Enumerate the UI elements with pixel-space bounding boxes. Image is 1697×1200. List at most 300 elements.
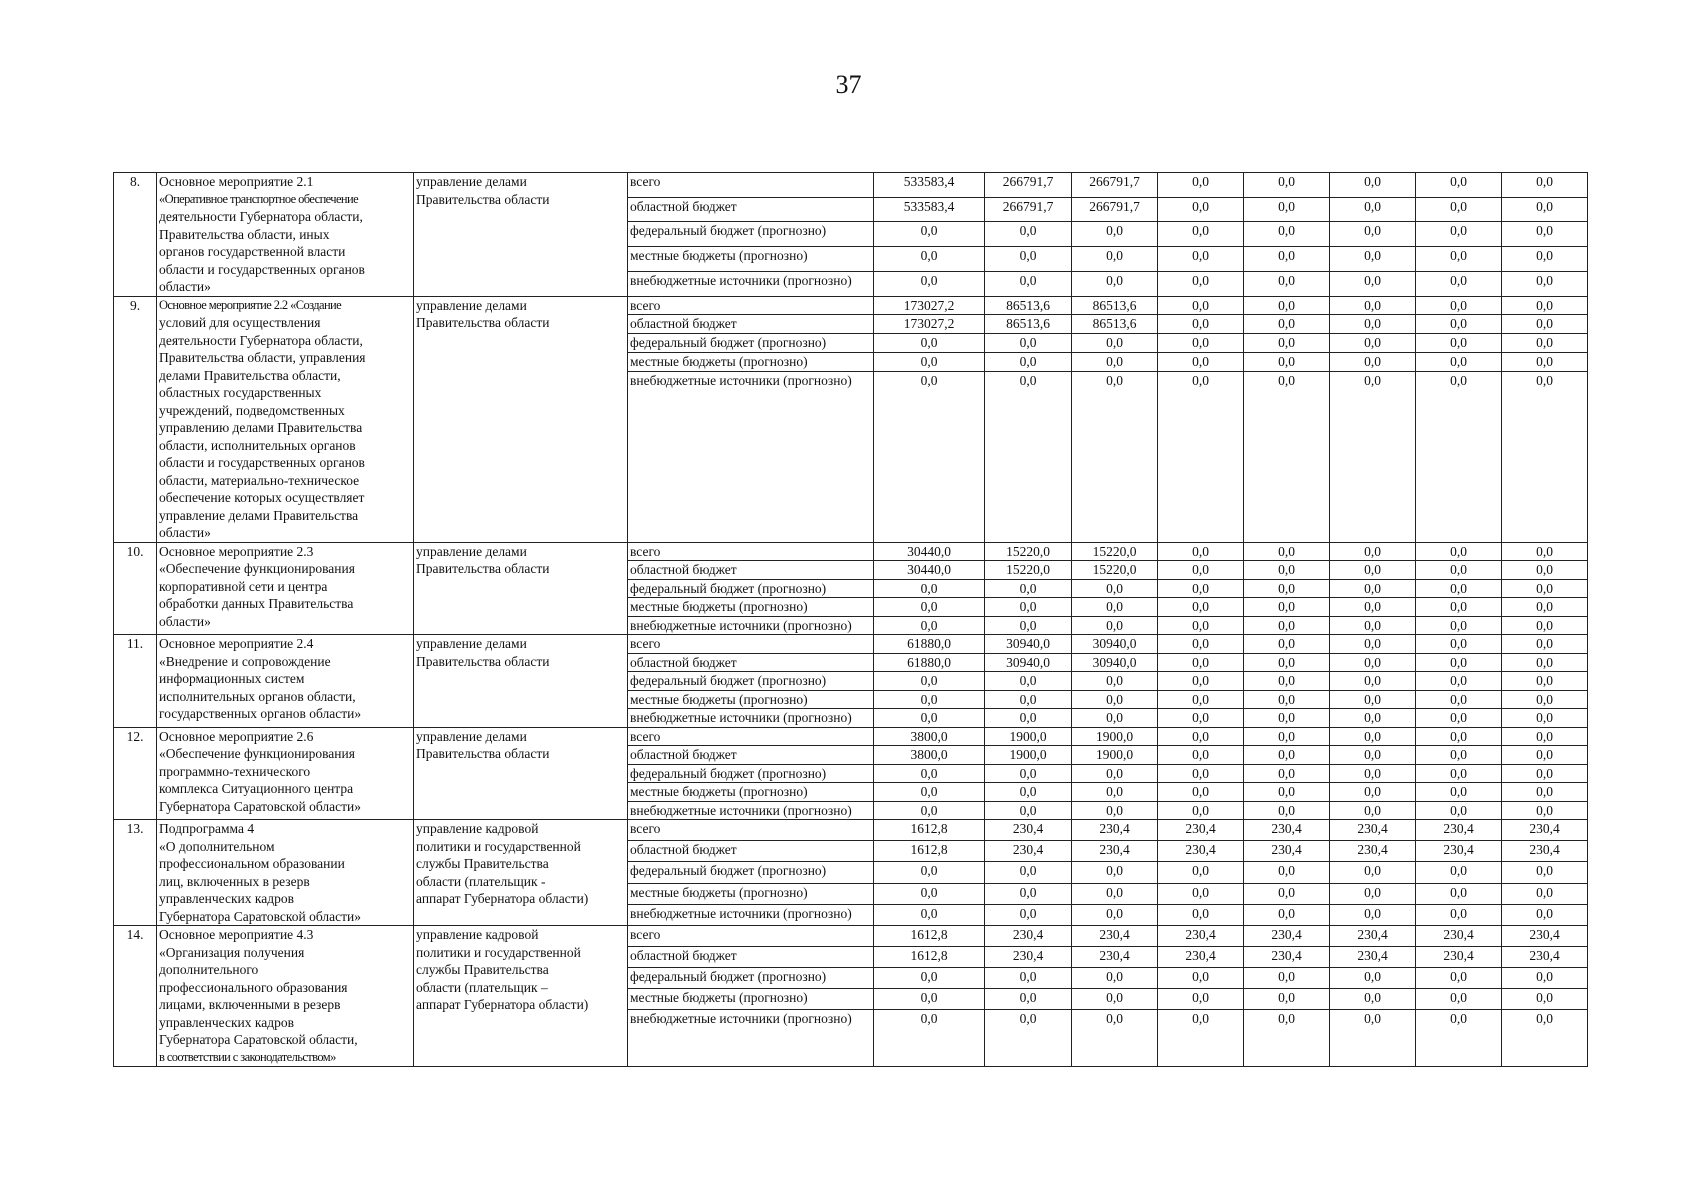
event-line: Правительства области, иных — [159, 226, 330, 242]
amount-cell: 0,0 — [1158, 1010, 1244, 1067]
amount-cell: 266791,7 — [985, 197, 1072, 222]
amount-cell: 61880,0 — [874, 653, 985, 672]
amount-cell: 0,0 — [874, 371, 985, 542]
funding-source: местные бюджеты (прогнозно) — [628, 598, 874, 617]
amount-cell: 0,0 — [1072, 271, 1158, 296]
amount-cell: 0,0 — [1158, 801, 1244, 820]
amount-cell: 0,0 — [1244, 271, 1330, 296]
row-number: 11. — [114, 635, 157, 728]
amount-cell: 0,0 — [985, 616, 1072, 635]
event-line: корпоративной сети и центра — [159, 578, 328, 594]
amount-cell: 0,0 — [1072, 764, 1158, 783]
amount-cell: 0,0 — [1502, 653, 1588, 672]
executor-line: Правительства области — [416, 561, 550, 576]
amount-cell: 230,4 — [1330, 947, 1416, 968]
amount-cell: 0,0 — [1158, 672, 1244, 691]
amount-cell: 0,0 — [1330, 672, 1416, 691]
executor-line: области (плательщик – — [416, 979, 548, 995]
amount-cell: 0,0 — [1330, 247, 1416, 272]
event-line: деятельности Губернатора области, — [159, 332, 363, 348]
event-line: области и государственных органов — [159, 261, 365, 277]
amount-cell: 0,0 — [1330, 709, 1416, 728]
amount-cell: 0,0 — [1158, 690, 1244, 709]
amount-cell: 0,0 — [874, 579, 985, 598]
amount-cell: 173027,2 — [874, 315, 985, 334]
event-line: Правительства области, управления — [159, 350, 366, 365]
executor-line: политики и государственной — [416, 838, 581, 854]
amount-cell: 0,0 — [1072, 247, 1158, 272]
amount-cell: 0,0 — [1244, 315, 1330, 334]
amount-cell: 0,0 — [1416, 315, 1502, 334]
amount-cell: 0,0 — [1244, 904, 1330, 925]
event-line: Основное мероприятие 2.6 — [159, 728, 314, 744]
amount-cell: 0,0 — [1244, 173, 1330, 198]
amount-cell: 86513,6 — [985, 315, 1072, 334]
amount-cell: 0,0 — [985, 968, 1072, 989]
amount-cell: 0,0 — [1158, 883, 1244, 904]
amount-cell: 0,0 — [985, 352, 1072, 371]
amount-cell: 0,0 — [1072, 672, 1158, 691]
amount-cell: 0,0 — [1330, 727, 1416, 746]
funding-source: областной бюджет — [628, 653, 874, 672]
table-row — [114, 296, 1588, 315]
amount-cell: 0,0 — [1502, 561, 1588, 580]
executor-line: Правительства области — [416, 315, 550, 330]
amount-cell: 0,0 — [1072, 690, 1158, 709]
event-line: условий для осуществления — [159, 315, 321, 330]
row-number: 8. — [114, 173, 157, 297]
amount-cell: 230,4 — [1502, 926, 1588, 947]
amount-cell: 0,0 — [985, 783, 1072, 802]
amount-cell: 0,0 — [1244, 222, 1330, 247]
amount-cell: 30940,0 — [985, 635, 1072, 654]
amount-cell: 0,0 — [985, 222, 1072, 247]
funding-source: федеральный бюджет (прогнозно) — [628, 764, 874, 783]
amount-cell: 266791,7 — [985, 173, 1072, 198]
funding-source: областной бюджет — [628, 841, 874, 862]
funding-source: всего — [628, 820, 874, 841]
amount-cell: 0,0 — [1330, 173, 1416, 198]
funding-source: внебюджетные источники (прогнозно) — [628, 271, 874, 296]
amount-cell: 0,0 — [1244, 989, 1330, 1010]
amount-cell: 0,0 — [1158, 635, 1244, 654]
amount-cell: 0,0 — [1244, 801, 1330, 820]
funding-source: внебюджетные источники (прогнозно) — [628, 904, 874, 925]
amount-cell: 0,0 — [1330, 315, 1416, 334]
amount-cell: 230,4 — [1416, 947, 1502, 968]
event-line: Губернатора Саратовской области» — [159, 798, 361, 814]
amount-cell: 0,0 — [1330, 783, 1416, 802]
amount-cell: 0,0 — [1416, 764, 1502, 783]
amount-cell: 0,0 — [874, 862, 985, 883]
amount-cell: 30440,0 — [874, 561, 985, 580]
amount-cell: 0,0 — [1244, 1010, 1330, 1067]
funding-source: областной бюджет — [628, 315, 874, 334]
amount-cell: 0,0 — [1072, 598, 1158, 617]
amount-cell: 0,0 — [1244, 968, 1330, 989]
amount-cell: 0,0 — [1244, 783, 1330, 802]
amount-cell: 0,0 — [1072, 1010, 1158, 1067]
executor — [414, 926, 628, 1067]
funding-source: всего — [628, 296, 874, 315]
executor-line: управление делами — [416, 297, 527, 313]
amount-cell: 0,0 — [1416, 746, 1502, 765]
event-name — [157, 296, 414, 542]
amount-cell: 266791,7 — [1072, 173, 1158, 198]
event-line: профессионального образования — [159, 979, 348, 995]
funding-source: федеральный бюджет (прогнозно) — [628, 862, 874, 883]
amount-cell: 0,0 — [985, 883, 1072, 904]
amount-cell: 0,0 — [985, 271, 1072, 296]
amount-cell: 0,0 — [1244, 862, 1330, 883]
amount-cell: 230,4 — [1158, 926, 1244, 947]
amount-cell: 0,0 — [1158, 616, 1244, 635]
amount-cell: 0,0 — [1416, 247, 1502, 272]
amount-cell: 0,0 — [1502, 1010, 1588, 1067]
amount-cell: 0,0 — [1502, 315, 1588, 334]
amount-cell: 30940,0 — [1072, 653, 1158, 672]
funding-source: федеральный бюджет (прогнозно) — [628, 968, 874, 989]
amount-cell: 0,0 — [1502, 296, 1588, 315]
amount-cell: 266791,7 — [1072, 197, 1158, 222]
amount-cell: 0,0 — [1502, 801, 1588, 820]
amount-cell: 0,0 — [1330, 616, 1416, 635]
amount-cell: 0,0 — [1330, 579, 1416, 598]
amount-cell: 0,0 — [1502, 173, 1588, 198]
event-line: лиц, включенных в резерв — [159, 873, 310, 889]
amount-cell: 0,0 — [1244, 690, 1330, 709]
executor-line: службы Правительства — [416, 856, 549, 871]
event-line: области, материально-техническое — [159, 472, 360, 488]
amount-cell: 61880,0 — [874, 635, 985, 654]
funding-source: всего — [628, 542, 874, 561]
amount-cell: 0,0 — [874, 764, 985, 783]
event-name — [157, 542, 414, 635]
amount-cell: 230,4 — [1416, 926, 1502, 947]
amount-cell: 0,0 — [1244, 542, 1330, 561]
event-line: деятельности Губернатора области, — [159, 209, 363, 224]
amount-cell: 230,4 — [1244, 947, 1330, 968]
amount-cell: 0,0 — [874, 352, 985, 371]
amount-cell: 0,0 — [985, 989, 1072, 1010]
amount-cell: 0,0 — [1502, 727, 1588, 746]
amount-cell: 0,0 — [1416, 173, 1502, 198]
event-line: Основное мероприятие 2.1 — [159, 174, 314, 189]
amount-cell: 30940,0 — [1072, 635, 1158, 654]
amount-cell: 0,0 — [1502, 271, 1588, 296]
amount-cell: 0,0 — [874, 783, 985, 802]
event-line: области» — [159, 525, 211, 540]
amount-cell: 0,0 — [1416, 968, 1502, 989]
event-name — [157, 635, 414, 728]
amount-cell: 0,0 — [1502, 616, 1588, 635]
table-row — [114, 820, 1588, 841]
event-name — [157, 926, 414, 1067]
amount-cell: 0,0 — [1158, 746, 1244, 765]
event-line: управленческих кадров — [159, 891, 294, 906]
amount-cell: 0,0 — [1158, 598, 1244, 617]
amount-cell: 0,0 — [1502, 783, 1588, 802]
amount-cell: 0,0 — [1072, 709, 1158, 728]
amount-cell: 0,0 — [985, 371, 1072, 542]
amount-cell: 173027,2 — [874, 296, 985, 315]
amount-cell: 0,0 — [1416, 352, 1502, 371]
amount-cell: 0,0 — [1416, 690, 1502, 709]
row-number: 14. — [114, 926, 157, 1067]
amount-cell: 0,0 — [1072, 968, 1158, 989]
amount-cell: 230,4 — [1244, 841, 1330, 862]
funding-source: местные бюджеты (прогнозно) — [628, 989, 874, 1010]
event-line: исполнительных органов области, — [159, 688, 356, 704]
amount-cell: 0,0 — [1330, 989, 1416, 1010]
amount-cell: 0,0 — [1416, 672, 1502, 691]
amount-cell: 230,4 — [1072, 926, 1158, 947]
amount-cell: 0,0 — [1330, 1010, 1416, 1067]
amount-cell: 230,4 — [985, 947, 1072, 968]
event-line: управленческих кадров — [159, 1014, 294, 1030]
amount-cell: 1900,0 — [1072, 727, 1158, 746]
event-name — [157, 820, 414, 926]
event-line: Основное мероприятие 4.3 — [159, 927, 314, 942]
event-line: Губернатора Саратовской области, — [159, 1032, 358, 1047]
amount-cell: 0,0 — [1416, 989, 1502, 1010]
event-name — [157, 173, 414, 297]
amount-cell: 0,0 — [985, 334, 1072, 353]
event-name — [157, 727, 414, 820]
amount-cell: 0,0 — [1072, 801, 1158, 820]
amount-cell: 0,0 — [1072, 371, 1158, 542]
amount-cell: 0,0 — [1502, 883, 1588, 904]
amount-cell: 0,0 — [1072, 883, 1158, 904]
event-line: области» — [159, 279, 211, 294]
amount-cell: 0,0 — [1158, 709, 1244, 728]
amount-cell: 1612,8 — [874, 926, 985, 947]
funding-source: областной бюджет — [628, 746, 874, 765]
event-line: Основное мероприятие 2.3 — [159, 543, 314, 559]
event-line: обработки данных Правительства — [159, 596, 354, 611]
funding-source: федеральный бюджет (прогнозно) — [628, 222, 874, 247]
amount-cell: 0,0 — [1416, 579, 1502, 598]
executor-line: Правительства области — [416, 746, 550, 761]
amount-cell: 0,0 — [1502, 746, 1588, 765]
amount-cell: 0,0 — [1072, 904, 1158, 925]
amount-cell: 0,0 — [1244, 579, 1330, 598]
amount-cell: 0,0 — [1244, 334, 1330, 353]
event-line: дополнительного — [159, 962, 259, 977]
amount-cell: 230,4 — [1158, 820, 1244, 841]
amount-cell: 0,0 — [1158, 173, 1244, 198]
amount-cell: 1612,8 — [874, 820, 985, 841]
amount-cell: 0,0 — [1244, 197, 1330, 222]
amount-cell: 0,0 — [1416, 635, 1502, 654]
event-line: Губернатора Саратовской области» — [159, 908, 361, 924]
amount-cell: 0,0 — [1244, 352, 1330, 371]
executor-line: области (плательщик - — [416, 873, 546, 889]
amount-cell: 0,0 — [1330, 271, 1416, 296]
amount-cell: 0,0 — [1072, 989, 1158, 1010]
event-line: информационных систем — [159, 671, 305, 686]
event-line: в соответствии с законодательством» — [159, 1049, 336, 1064]
amount-cell: 533583,4 — [874, 173, 985, 198]
row-number: 9. — [114, 296, 157, 542]
amount-cell: 0,0 — [1416, 653, 1502, 672]
amount-cell: 30440,0 — [874, 542, 985, 561]
funding-source: всего — [628, 727, 874, 746]
executor-line: аппарат Губернатора области) — [416, 891, 589, 906]
amount-cell: 0,0 — [1158, 727, 1244, 746]
amount-cell: 0,0 — [1158, 371, 1244, 542]
amount-cell: 0,0 — [1502, 635, 1588, 654]
amount-cell: 86513,6 — [1072, 315, 1158, 334]
event-line: Подпрограмма 4 — [159, 821, 255, 836]
row-number: 10. — [114, 542, 157, 635]
event-line: учреждений, подведомственных — [159, 402, 345, 418]
amount-cell: 533583,4 — [874, 197, 985, 222]
amount-cell: 0,0 — [1158, 271, 1244, 296]
table-row — [114, 926, 1588, 947]
amount-cell: 0,0 — [1416, 1010, 1502, 1067]
event-line: обеспечение которых осуществляет — [159, 490, 365, 505]
amount-cell: 0,0 — [874, 1010, 985, 1067]
amount-cell: 0,0 — [1416, 904, 1502, 925]
amount-cell: 230,4 — [1244, 820, 1330, 841]
executor-line: аппарат Губернатора области) — [416, 997, 589, 1012]
amount-cell: 0,0 — [1244, 764, 1330, 783]
executor-line: политики и государственной — [416, 944, 581, 960]
amount-cell: 230,4 — [1244, 926, 1330, 947]
funding-source: всего — [628, 635, 874, 654]
event-line: «Обеспечение функционирования — [159, 746, 355, 761]
amount-cell: 230,4 — [1502, 947, 1588, 968]
amount-cell: 0,0 — [1244, 247, 1330, 272]
amount-cell: 0,0 — [1502, 247, 1588, 272]
funding-source: всего — [628, 173, 874, 198]
amount-cell: 0,0 — [1416, 334, 1502, 353]
amount-cell: 0,0 — [1416, 862, 1502, 883]
event-line: областных государственных — [159, 385, 322, 400]
amount-cell: 0,0 — [1244, 616, 1330, 635]
event-line: Основное мероприятие 2.4 — [159, 636, 314, 651]
amount-cell: 0,0 — [985, 862, 1072, 883]
amount-cell: 0,0 — [1330, 371, 1416, 542]
amount-cell: 230,4 — [985, 841, 1072, 862]
event-line: области» — [159, 613, 211, 629]
amount-cell: 0,0 — [1330, 801, 1416, 820]
amount-cell: 230,4 — [1416, 820, 1502, 841]
funding-source: областной бюджет — [628, 561, 874, 580]
page-number: 37 — [835, 70, 862, 99]
amount-cell: 0,0 — [1502, 334, 1588, 353]
amount-cell: 0,0 — [1502, 690, 1588, 709]
funding-source: областной бюджет — [628, 947, 874, 968]
amount-cell: 1612,8 — [874, 841, 985, 862]
amount-cell: 0,0 — [1158, 315, 1244, 334]
amount-cell: 0,0 — [1416, 371, 1502, 542]
amount-cell: 3800,0 — [874, 746, 985, 765]
event-line: «Оперативное транспортное обеспечение — [159, 191, 359, 206]
event-line: управлению делами Правительства — [159, 420, 363, 435]
amount-cell: 0,0 — [1416, 542, 1502, 561]
executor-line: управление кадровой — [416, 927, 539, 942]
amount-cell: 0,0 — [874, 989, 985, 1010]
amount-cell: 0,0 — [1416, 801, 1502, 820]
amount-cell: 0,0 — [874, 247, 985, 272]
executor — [414, 635, 628, 728]
amount-cell: 0,0 — [1502, 672, 1588, 691]
executor-line: Правительства области — [416, 653, 550, 669]
amount-cell: 0,0 — [1158, 352, 1244, 371]
funding-source: федеральный бюджет (прогнозно) — [628, 334, 874, 353]
amount-cell: 86513,6 — [985, 296, 1072, 315]
amount-cell: 230,4 — [1416, 841, 1502, 862]
table-row — [114, 542, 1588, 561]
amount-cell: 0,0 — [1502, 764, 1588, 783]
executor — [414, 542, 628, 635]
amount-cell: 0,0 — [985, 801, 1072, 820]
amount-cell: 1612,8 — [874, 947, 985, 968]
amount-cell: 0,0 — [1330, 296, 1416, 315]
amount-cell: 0,0 — [1158, 968, 1244, 989]
row-number: 12. — [114, 727, 157, 820]
event-line: «Внедрение и сопровождение — [159, 653, 331, 669]
funding-source: местные бюджеты (прогнозно) — [628, 247, 874, 272]
amount-cell: 230,4 — [1158, 841, 1244, 862]
event-line: «Обеспечение функционирования — [159, 561, 355, 576]
amount-cell: 0,0 — [1244, 598, 1330, 617]
funding-source: внебюджетные источники (прогнозно) — [628, 371, 874, 542]
amount-cell: 0,0 — [874, 598, 985, 617]
amount-cell: 0,0 — [1072, 862, 1158, 883]
amount-cell: 0,0 — [1158, 579, 1244, 598]
amount-cell: 0,0 — [985, 764, 1072, 783]
funding-source: местные бюджеты (прогнозно) — [628, 783, 874, 802]
funding-source: внебюджетные источники (прогнозно) — [628, 709, 874, 728]
event-line: государственных органов области» — [159, 706, 362, 721]
amount-cell: 0,0 — [1072, 616, 1158, 635]
row-number: 13. — [114, 820, 157, 926]
amount-cell: 0,0 — [1158, 653, 1244, 672]
amount-cell: 0,0 — [1416, 709, 1502, 728]
amount-cell: 0,0 — [1072, 334, 1158, 353]
event-line: области и государственных органов — [159, 455, 365, 470]
amount-cell: 0,0 — [1244, 672, 1330, 691]
amount-cell: 230,4 — [1072, 820, 1158, 841]
event-line: области, исполнительных органов — [159, 437, 356, 453]
amount-cell: 0,0 — [1158, 764, 1244, 783]
amount-cell: 0,0 — [1244, 561, 1330, 580]
table-row — [114, 173, 1588, 198]
amount-cell: 230,4 — [1330, 926, 1416, 947]
amount-cell: 0,0 — [1502, 904, 1588, 925]
event-line: «О дополнительном — [159, 838, 275, 854]
budget-table — [113, 172, 1588, 1067]
amount-cell: 230,4 — [1158, 947, 1244, 968]
amount-cell: 0,0 — [985, 709, 1072, 728]
amount-cell: 0,0 — [1244, 635, 1330, 654]
amount-cell: 230,4 — [985, 820, 1072, 841]
funding-source: всего — [628, 926, 874, 947]
event-line: программно-технического — [159, 763, 311, 779]
amount-cell: 0,0 — [985, 247, 1072, 272]
amount-cell: 230,4 — [1502, 820, 1588, 841]
amount-cell: 0,0 — [1502, 579, 1588, 598]
executor-line: управление делами — [416, 543, 527, 559]
executor — [414, 296, 628, 542]
amount-cell: 0,0 — [1244, 883, 1330, 904]
amount-cell: 0,0 — [1416, 197, 1502, 222]
amount-cell: 0,0 — [1330, 598, 1416, 617]
amount-cell: 0,0 — [1330, 746, 1416, 765]
